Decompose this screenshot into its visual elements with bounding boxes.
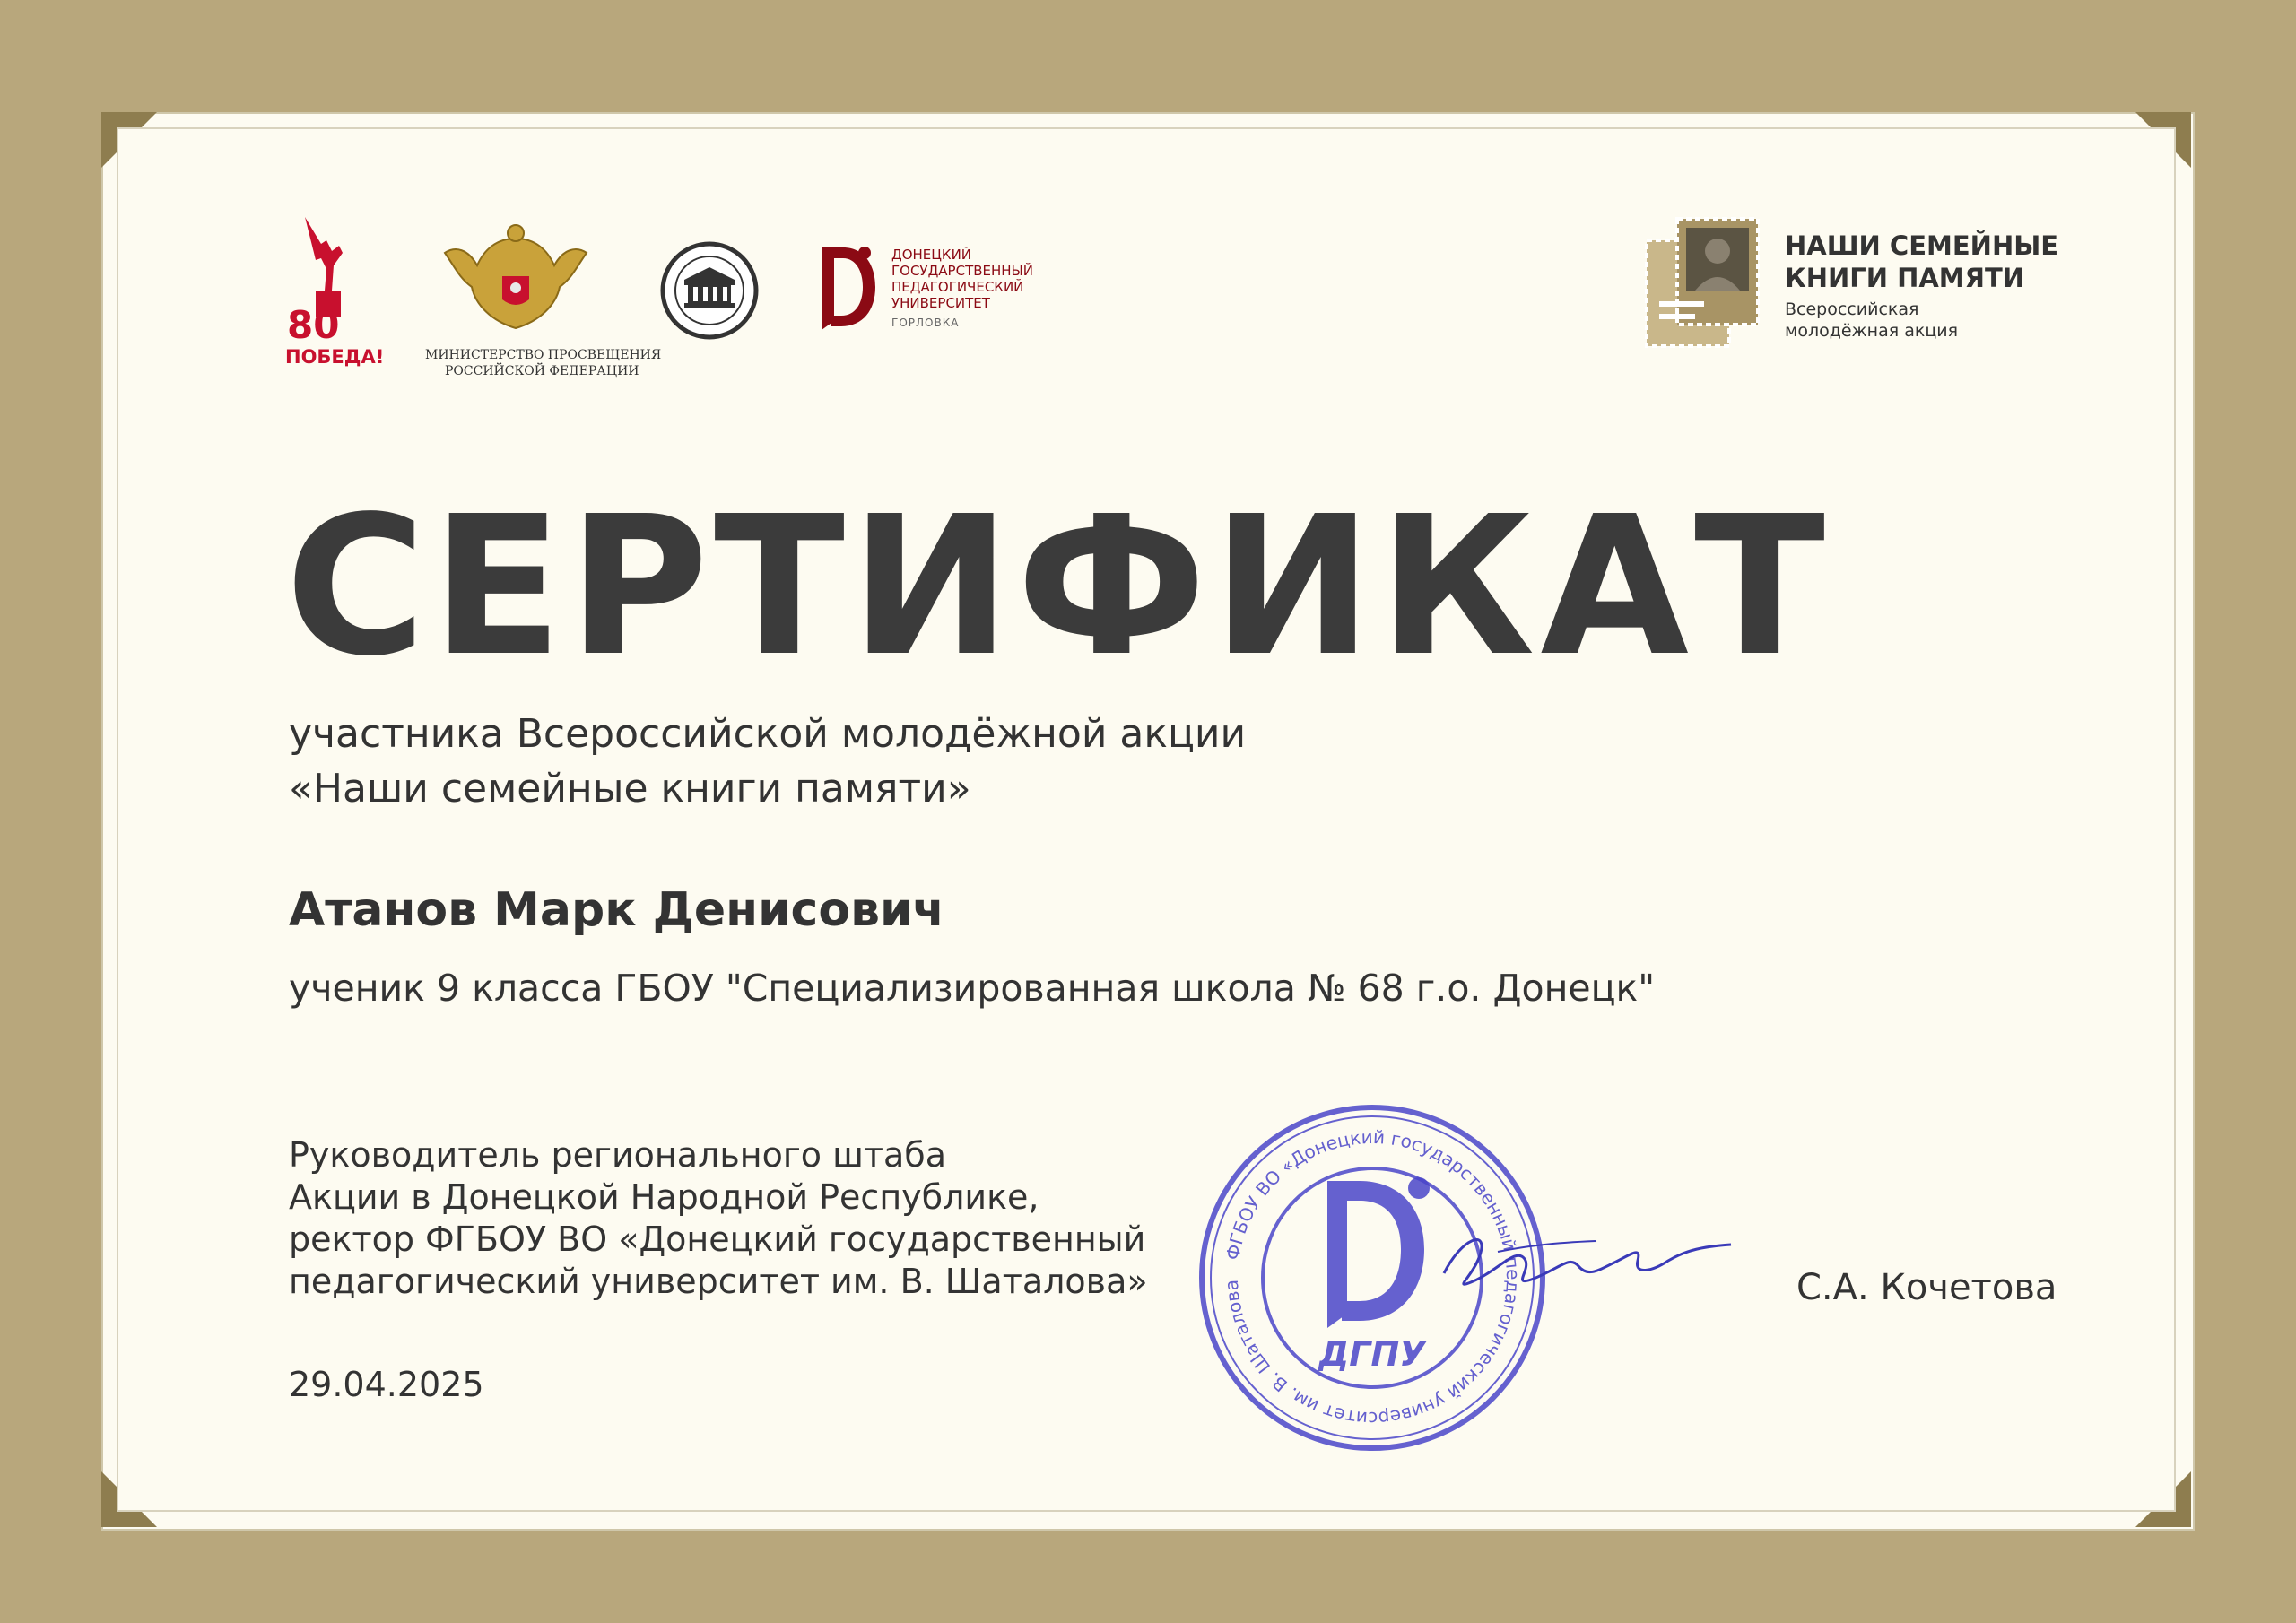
leader-line4: педагогический университет им. В. Шаталова» [289, 1262, 1148, 1301]
signer-name: С.А. Кочетова [1796, 1267, 2057, 1308]
certificate-subtitle [289, 707, 1246, 816]
leader-title-block [289, 1134, 1148, 1303]
recipient-name: Атанов Марк Денисович [289, 883, 945, 937]
ministry-name-line2: РОССИЙСКОЙ ФЕДЕРАЦИИ [445, 364, 639, 378]
subtitle-line2: «Наши семейные книги памяти» [289, 766, 971, 812]
certificate-title: СЕРТИФИКАТ [285, 475, 1831, 699]
pobeda-80-logo [280, 213, 385, 379]
university-name-line1: ДОНЕЦКИЙ [891, 247, 972, 263]
stamp-ring-text: ФГБОУ ВО «Донецкий государственный педагогический университет им. В. Шаталова [1220, 1125, 1525, 1430]
university-name-line3: ПЕДАГОГИЧЕСКИЙ [891, 279, 1024, 295]
ministry-name-line1: МИНИСТЕРСТВО ПРОСВЕЩЕНИЯ [425, 348, 662, 362]
ministry-logo [422, 222, 662, 384]
recipient-description: ученик 9 класса ГБОУ "Специализированная школа № 68 г.о. Донецк" [289, 967, 1656, 1010]
handwritten-signature-icon [1417, 1219, 1740, 1309]
project-tagline-line2: молодёжная акция [1785, 321, 1959, 341]
postage-stamps-icon [1641, 215, 1762, 354]
university-name-line2: ГОСУДАРСТВЕННЫЙ [891, 263, 1034, 279]
project-name-line2: КНИГИ ПАМЯТИ [1785, 263, 2025, 293]
university-name-line4: УНИВЕРСИТЕТ [891, 295, 990, 311]
university-logo [818, 244, 1060, 334]
project-tagline-line1: Всероссийская [1785, 299, 1919, 319]
double-headed-eagle-icon [422, 222, 610, 334]
institution-round-emblem [659, 240, 760, 341]
signature [1417, 1219, 1740, 1313]
project-name-line1: НАШИ СЕМЕЙНЫЕ [1785, 230, 2059, 261]
leader-line2: Акции в Донецкой Народной Республике, [289, 1177, 1039, 1217]
issue-date: 29.04.2025 [289, 1365, 484, 1404]
leader-line1: Руководитель регионального штаба [289, 1135, 947, 1175]
building-emblem-icon [659, 240, 760, 341]
subtitle-line1: участника Всероссийской молодёжной акции [289, 711, 1247, 757]
university-d-icon [818, 244, 881, 334]
project-logo [1641, 215, 2059, 354]
leader-line3: ректор ФГБОУ ВО «Донецкий государственный [289, 1219, 1146, 1259]
stamp-abbreviation: ДГПУ [1318, 1334, 1426, 1374]
pobeda-number: 80 [287, 303, 340, 347]
university-city: ГОРЛОВКА [891, 317, 960, 329]
pobeda-word: ПОБЕДА! [285, 346, 385, 368]
